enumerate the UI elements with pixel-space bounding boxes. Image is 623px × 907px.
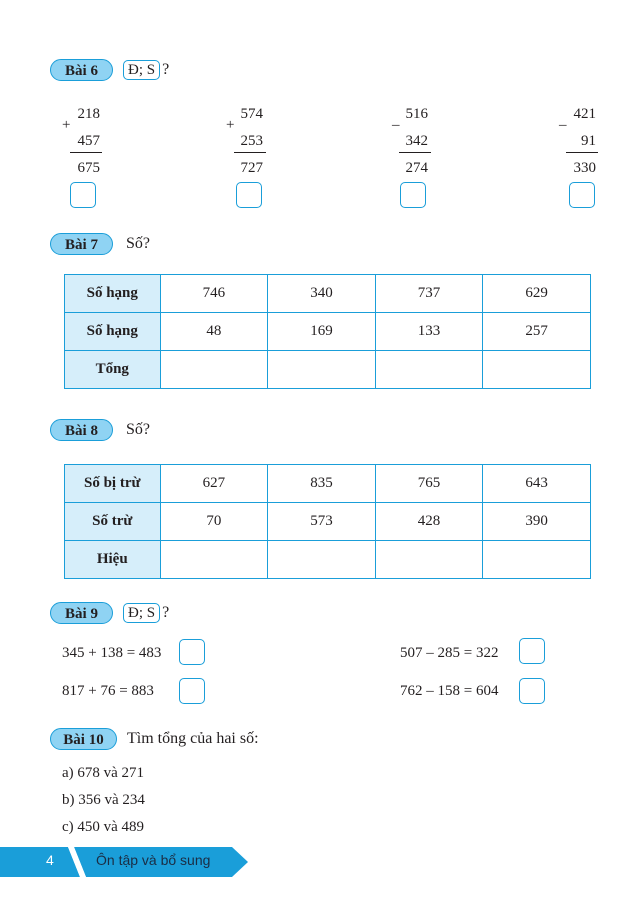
column-problem-3 <box>368 101 428 182</box>
operand-a: 516 <box>405 106 428 122</box>
equation-1: 345 + 138 = 483 <box>62 645 162 661</box>
operand-a: 218 <box>77 106 100 122</box>
operand-a: 421 <box>573 106 596 122</box>
table-cell: 573 <box>268 503 376 541</box>
answer-cell[interactable] <box>160 351 268 389</box>
plus-sign: + <box>62 117 71 133</box>
equation-2: 507 – 285 = 322 <box>400 645 499 661</box>
answer-cell[interactable] <box>483 351 591 389</box>
addition-table <box>64 274 591 389</box>
difference-line <box>399 152 431 153</box>
sum-line <box>70 152 102 153</box>
table-cell: 48 <box>160 313 268 351</box>
table-cell: 643 <box>483 465 591 503</box>
exercise-6-badge: Bài 6 <box>50 59 113 81</box>
equation-3: 817 + 76 = 883 <box>62 683 154 699</box>
answer-box-6-3[interactable] <box>400 182 426 208</box>
row-header: Số trừ <box>65 503 161 541</box>
table-row <box>65 503 591 541</box>
operand-b: 253 <box>240 133 263 149</box>
exercise-7-instruction: Số? <box>126 235 150 252</box>
subtraction-table <box>64 464 591 579</box>
true-false-marker: Đ; S <box>123 60 160 80</box>
operand-b: 342 <box>405 133 428 149</box>
table-cell: 70 <box>160 503 268 541</box>
result: 727 <box>240 160 263 176</box>
question-mark: ? <box>162 61 170 78</box>
result: 274 <box>405 160 428 176</box>
row-header: Số hạng <box>65 275 161 313</box>
answer-box-9-2[interactable] <box>519 638 545 664</box>
table-cell: 428 <box>375 503 483 541</box>
table-cell: 835 <box>268 465 376 503</box>
row-header: Hiệu <box>65 541 161 579</box>
minus-sign: – <box>559 117 567 133</box>
table-row <box>65 351 591 389</box>
page-number: 4 <box>46 852 54 868</box>
exercise-6-instruction <box>123 59 169 81</box>
answer-box-6-2[interactable] <box>236 182 262 208</box>
table-cell: 746 <box>160 275 268 313</box>
answer-box-9-1[interactable] <box>179 639 205 665</box>
row-header: Số hạng <box>65 313 161 351</box>
sum-line <box>234 152 266 153</box>
table-cell: 765 <box>375 465 483 503</box>
table-cell: 133 <box>375 313 483 351</box>
operand-b: 457 <box>77 133 100 149</box>
result: 675 <box>77 160 100 176</box>
minus-sign: – <box>392 117 400 133</box>
table-cell: 627 <box>160 465 268 503</box>
table-row <box>65 465 591 503</box>
answer-box-6-4[interactable] <box>569 182 595 208</box>
table-row <box>65 541 591 579</box>
exercise-7-badge: Bài 7 <box>50 233 113 255</box>
list-item: c) 450 và 489 <box>62 819 145 835</box>
exercise-10-instruction: Tìm tổng của hai số: <box>127 730 259 747</box>
table-cell: 340 <box>268 275 376 313</box>
exercise-8-instruction: Số? <box>126 421 150 438</box>
table-cell: 257 <box>483 313 591 351</box>
column-problem-4 <box>536 101 596 182</box>
true-false-marker: Đ; S <box>123 603 160 623</box>
row-header: Số bị trừ <box>65 465 161 503</box>
question-mark: ? <box>162 604 170 621</box>
difference-line <box>566 152 598 153</box>
table-cell: 390 <box>483 503 591 541</box>
equation-4: 762 – 158 = 604 <box>400 683 499 699</box>
row-header: Tổng <box>65 351 161 389</box>
answer-cell[interactable] <box>375 351 483 389</box>
exercise-10-badge: Bài 10 <box>50 728 117 750</box>
exercise-9-instruction <box>123 602 169 624</box>
table-row <box>65 313 591 351</box>
answer-box-9-3[interactable] <box>179 678 205 704</box>
list-item: a) 678 và 271 <box>62 765 145 781</box>
answer-cell[interactable] <box>483 541 591 579</box>
result: 330 <box>573 160 596 176</box>
table-cell: 169 <box>268 313 376 351</box>
list-item: b) 356 và 234 <box>62 792 145 808</box>
table-cell: 737 <box>375 275 483 313</box>
answer-cell[interactable] <box>268 351 376 389</box>
column-problem-2 <box>203 101 263 182</box>
plus-sign: + <box>226 117 235 133</box>
answer-cell[interactable] <box>268 541 376 579</box>
answer-box-6-1[interactable] <box>70 182 96 208</box>
exercise-9-badge: Bài 9 <box>50 602 113 624</box>
operand-a: 574 <box>240 106 263 122</box>
operand-b: 91 <box>581 133 596 149</box>
answer-box-9-4[interactable] <box>519 678 545 704</box>
exercise-8-badge: Bài 8 <box>50 419 113 441</box>
section-title: Ôn tập và bổ sung <box>96 852 211 868</box>
table-row <box>65 275 591 313</box>
table-cell: 629 <box>483 275 591 313</box>
column-problem-1 <box>40 101 100 182</box>
answer-cell[interactable] <box>375 541 483 579</box>
answer-cell[interactable] <box>160 541 268 579</box>
